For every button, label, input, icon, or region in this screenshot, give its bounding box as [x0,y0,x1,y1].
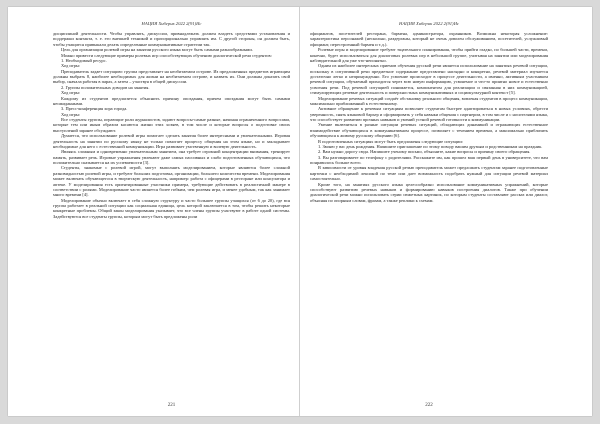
paragraph: 1. Необходимый ресурс. [61,57,107,63]
paragraph: Ход игры: [61,63,81,69]
running-head: НАЦИЯ Хиберик 2022 2(91)Ис [399,21,459,26]
paragraph: Можно привести следующие примеры ролевых игр способствующих обучению диалогической речи студентов: [61,52,272,58]
paragraph: 3. Вы разговариваете по телефону с родителями. Расскажите им, как прошел ваш первый день в университете, что вам понравилось больше всего. [310,154,548,165]
paragraph: В подготовленных ситуациях могут быть предложены следующие ситуации: [318,138,463,144]
paragraph: Преподаватель задает ситуацию: группа представляет на необитаемом острове. Из предложенных предметов играющим должны выбрать 8, наиболее необходимых для жизни на необитаемом острове, и назвать их. Они должны доказать свой выбор, сначала работая в парах, а затем – участвуя в общей дискуссии. [53,68,290,85]
paragraph: Моделирование речевых ситуаций создаёт обстановку реального общения, вовлекая студентов в процесс коммуникации, максимально приближенный к естественному. [310,95,548,106]
paragraph: В зависимости от уровня владения русской речью преподаватель может предложить студентам заранее подготовленные карточки с необходимой лексикой по теме или дает возможность подобрать нужный для ситуации речевой материал самостоятельно. [310,165,548,182]
paragraph: Являясь сложным и одновременно увлекательным занятием, она требует огромной концентрации внимания, тренирует память, развивает речь. Игровые упражнения увлекают даже самых пассивных и слабо подготовленных обучающихся, что положительно сказывается на их успеваемости [3]. [53,149,290,165]
page-body [53,31,290,396]
document-spread [8,7,592,416]
paragraph: Кроме того, на занятиях русского языка целесообразно использование коммуникативных упражнений, которые способствуют развитию речевых навыков и формированию навыков построения диалогов. Также при обучении диалогической речи можно использовать серии сюжетных картинок, по которым студенты составляют рассказ или диалог, объясняя по опорным словам, фразам, а также реплики к схемам. [310,181,548,203]
paragraph: Цель для организации ролевой игры на занятии русского языка могут быть самыми разнообразными. [61,47,253,53]
page-left [8,7,300,416]
paragraph: 2. Вам нужно дорогу сюда. Напишите ученому письмо, объясните, какие вопросы и причину своего обращения. [318,149,531,155]
paragraph: 3. Пресс-конференция хора города. [61,106,128,112]
page-right [300,7,592,416]
paragraph: Умение включиться в разные ситуации речевых ситуаций, обладающих динамикой и отражающих естественное взаимодействие обучающихся в коммуникативном процессе, позволяет с течением времени, а максимально приблизить обучающихся к живому русскому общению [6]. [310,122,548,139]
paragraph: официантов, посетителей ресторана, бармена, администратора, охранников. Возможна некоторая усложнение: характеристика персонажей (несколько, раздерганы, который не очень доволен обслуживанием, посетителей, услужливый официант, перестроенный бармен и т.д.). [310,31,548,47]
paragraph: Студенты, знакомые с ролевой игрой, могут выполнять моделированием, которые являются более сложной разновидностью ролевой игры, и требуют больших подготовка, организации, большего количества времени. Моделирования может включать обучающегося в творческую деятельность, например: работа с офицерами в ресторане или консулатора и аптеке. У моделирования есть ориентированные участники примера, требующие действовать в реалистичной манере в соответствии с ролями. Моделирование часто является более гибким, чем ролевая игра, и менее удобным, так как занимает много времени [4]. [53,165,290,198]
page-number: 222 [425,403,433,408]
paragraph: дисциплиной деятельности. Чтобы управлять, дискуссии, привнадлежать должен владеть средствами установления и поддержки контакта, т. е. его внешней техникой и пропорционально управлять им. С другой стороны, он должен быть, чтобы учащиеся привыкали делать определенные коммуникативные стратегии так. [53,31,290,47]
paragraph: Ход игры: [61,90,81,96]
paragraph: Все студенты группы, играющие роли журналистов, задают вопросы-самые разные, начиная ограниченного вопросами, которые тем или иным образом касаются жизни этих хозяев, в том числе и которые вопросы о подготовке своих выступлений заранее обсуждают. [53,117,290,133]
paragraph: Моделирование обычно включает в себя сложную структуру и часто большее группы учащихся (от 6 до 20), где вся группа работает в реальной ситуации как социальная единица, цель которой заключается в том, чтобы решить некоторые конкретные проблемы. Общий закон моделирования указывает, что все члены группы участвуют в работе одной системы. Задействуются все студенты группы, которым могут быть предложены роли [53,197,290,219]
paragraph: 2. Группы положительных доводов на занятия. [61,84,150,90]
paragraph: Активное обращение к речевым ситуациям позволяет студентам быстрее адаптироваться в новых условиях, обрести уверенность, снять языковой барьер и сформировать у себя навыки общения с партнером, в том числе и с носителями языка, что способствует развитию прочных навыков и умений устной речевой готовности к коммуникации. [310,106,548,122]
running-head: НАЦИЯ Хиберик 2022 2(91)Ис [141,21,202,26]
paragraph: 1. Звоню у вас день рождения. Напишите приглашение по этому поводу вашим друзьям и родственникам на праздник. [318,143,543,149]
paragraph: Каждому из студентов предлагается объяснить причину опоздания, причем опоздания могут быть самыми неожиданными. [53,95,290,106]
paragraph: Думается, что использование ролевой игры помогает сделать занятия более интересными и увлекательными. Игровая деятельность на занятии по русскому языку не только помогает процессу общения на этом языке, но и закладывает необходимые для него с естественной коммуникации. Игра развивает умственную и волевую деятельность. [53,133,290,149]
paragraph: Ролевые игры и моделирование требуют тщательного планирования, чтобы прийти гладко, по большей части, времени, конечно, будет использоваться для диалоговых ролевых игр в небольшой группе, учитывая на занятии или моделирования наблюдательной для уже что-непонятно. [310,47,548,63]
paragraph: Ход игры: [61,111,81,117]
paragraph: Одним из наиболее интересных приемов обучения русской речи является использование на занятиях речевой ситуации, поскольку в ситуативной речи предметное содержание представлено наглядно и конкретно, речевой материал изучается достаточно легко и непринужденно. Его усвоение происходит в процессе деятельности, а именно, активным участником речевой ситуации, обучаемый приходится через всю новую информацию, усвояемое и что-то приятно новое и естественно усвоения речи. Под речевой ситуацией понимается, компонентом для реализации и связанная в них коммуникацией, стимулирующих речевые деятельность и поверхностных коммуникативных и социокультурной контекст [5]. [310,63,548,96]
page-body [310,31,548,396]
page-number: 221 [167,403,176,408]
